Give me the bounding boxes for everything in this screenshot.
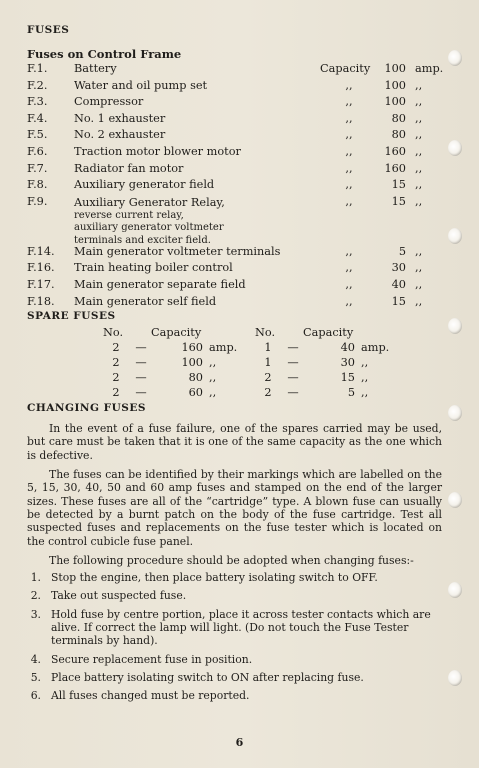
spare-capacity: 80 xyxy=(188,371,203,385)
step-number: 5. xyxy=(30,670,41,684)
ditto-mark: ,, xyxy=(345,261,353,275)
fuse-amperage: 30 xyxy=(391,261,406,275)
spare-capacity-header: Capacity xyxy=(151,326,202,340)
ditto-mark: ,, xyxy=(415,194,423,208)
step-number: 6. xyxy=(30,689,41,703)
fuse-description-sub: reverse current relay, xyxy=(74,209,184,221)
spare-capacity: 15 xyxy=(340,371,355,385)
fuse-code: F.1. xyxy=(27,62,48,75)
spare-quantity: 2 xyxy=(112,341,120,355)
fuse-amperage: 160 xyxy=(384,144,406,158)
paragraph-identification: The fuses can be identified by their markings which are labelled on the 5, 15, 30, 40, 50 and 60 amp fuses and stamped on the end of the larger sizes. These fuses are all of the “cartridge” type. A blown fuse can usually be detected by a burnt patch on the body of the fuse cartridge. Test all suspected fuses and replacements on the fuse tester which is located on the control cubicle fuse panel. xyxy=(27,468,442,548)
fuse-amperage: 15 xyxy=(391,194,406,208)
spare-quantity: 2 xyxy=(112,356,120,370)
fuse-description: Train heating boiler control xyxy=(74,261,233,275)
unit-label: amp. xyxy=(415,62,444,75)
ditto-mark: ,, xyxy=(209,386,217,400)
fuse-amperage: 40 xyxy=(391,277,406,291)
spare-fuses-table xyxy=(27,326,442,402)
fuse-code: F.2. xyxy=(27,78,48,92)
fuse-description-main: Auxiliary Generator Relay, xyxy=(74,195,225,209)
ditto-mark: ,, xyxy=(345,294,353,308)
fuse-table xyxy=(27,61,442,310)
section-title: FUSES xyxy=(27,24,70,36)
ditto-mark: ,, xyxy=(415,261,423,275)
procedure-steps xyxy=(27,571,442,702)
binder-hole xyxy=(448,50,462,66)
fuse-row xyxy=(27,194,442,244)
fuse-row xyxy=(27,144,442,161)
fuse-code: F.9. xyxy=(27,194,48,208)
ditto-mark: ,, xyxy=(345,178,353,192)
ditto-mark: ,, xyxy=(415,161,423,175)
procedure-step xyxy=(27,608,442,648)
fuse-description: No. 1 exhauster xyxy=(74,111,166,125)
binder-hole xyxy=(448,492,462,508)
unit-label: amp. xyxy=(361,341,390,355)
fuse-row xyxy=(27,161,442,178)
fuse-amperage: 100 xyxy=(384,62,406,75)
fuse-row xyxy=(27,294,442,311)
spare-dash: — xyxy=(135,371,147,385)
step-number: 3. xyxy=(30,607,41,621)
fuse-amperage: 80 xyxy=(391,111,406,125)
fuse-row xyxy=(27,111,442,128)
ditto-mark: ,, xyxy=(345,95,353,109)
step-text: Hold fuse by centre portion, place it across tester contacts which are alive. If correct the lamp will light. (Do not touch the Fuse Tester terminals by hand). xyxy=(51,607,431,648)
fuse-description: Main generator self field xyxy=(74,294,217,308)
fuse-code: F.8. xyxy=(27,178,48,192)
fuse-code: F.16. xyxy=(27,261,55,275)
fuse-description: Compressor xyxy=(74,95,144,109)
fuse-amperage: 100 xyxy=(384,95,406,109)
procedure-step xyxy=(27,653,442,666)
fuse-code: F.3. xyxy=(27,95,48,109)
spare-quantity: 2 xyxy=(264,386,272,400)
ditto-mark: ,, xyxy=(415,111,423,125)
ditto-mark: ,, xyxy=(361,386,369,400)
ditto-mark: ,, xyxy=(345,244,353,258)
unit-label: amp. xyxy=(209,341,238,355)
spare-capacity: 100 xyxy=(181,356,203,370)
binder-hole xyxy=(448,228,462,244)
procedure-step xyxy=(27,589,442,602)
spare-quantity: 2 xyxy=(112,371,120,385)
fuse-code: F.5. xyxy=(27,128,48,142)
step-number: 2. xyxy=(30,589,41,603)
page-content xyxy=(27,24,442,707)
fuse-description: Battery xyxy=(74,62,117,75)
binder-hole xyxy=(448,582,462,598)
fuse-description: Main generator separate field xyxy=(74,277,246,291)
binder-hole xyxy=(448,670,462,686)
spare-quantity: 2 xyxy=(112,386,120,400)
spare-no-header: No. xyxy=(255,326,276,340)
ditto-mark: ,, xyxy=(415,144,423,158)
spare-quantity: 1 xyxy=(264,356,272,370)
step-text: Place battery isolating switch to ON after replacing fuse. xyxy=(51,670,364,684)
fuse-amperage: 80 xyxy=(391,128,406,142)
fuse-description: No. 2 exhauster xyxy=(74,128,166,142)
spare-capacity: 60 xyxy=(188,386,203,400)
binder-hole xyxy=(448,318,462,334)
spare-dash: — xyxy=(135,386,147,400)
ditto-mark: ,, xyxy=(345,161,353,175)
fuse-row xyxy=(27,277,442,294)
ditto-mark: ,, xyxy=(415,294,423,308)
fuse-row xyxy=(27,61,442,78)
fuse-code: F.6. xyxy=(27,144,48,158)
spare-capacity: 40 xyxy=(340,341,355,355)
fuse-amperage: 100 xyxy=(384,78,406,92)
spare-capacity-header: Capacity xyxy=(303,326,354,340)
step-number: 4. xyxy=(30,652,41,666)
ditto-mark: ,, xyxy=(345,78,353,92)
fuse-code: F.4. xyxy=(27,111,48,125)
ditto-mark: ,, xyxy=(415,128,423,142)
fuse-code: F.7. xyxy=(27,161,48,175)
ditto-mark: ,, xyxy=(345,277,353,291)
control-frame-heading: Fuses on Control Frame xyxy=(27,47,182,61)
ditto-mark: ,, xyxy=(415,178,423,192)
ditto-mark: ,, xyxy=(415,95,423,109)
ditto-mark: ,, xyxy=(361,371,369,385)
fuse-amperage: 15 xyxy=(391,294,406,308)
ditto-mark: ,, xyxy=(345,111,353,125)
step-text: Take out suspected fuse. xyxy=(51,589,187,603)
ditto-mark: ,, xyxy=(361,356,369,370)
spare-capacity: 160 xyxy=(181,341,203,355)
spare-quantity: 2 xyxy=(264,371,272,385)
fuse-code: F.17. xyxy=(27,277,55,291)
ditto-mark: ,, xyxy=(209,371,217,385)
step-number: 1. xyxy=(30,571,41,585)
ditto-mark: ,, xyxy=(209,356,217,370)
fuse-row xyxy=(27,94,442,111)
fuse-row xyxy=(27,127,442,144)
spare-capacity: 5 xyxy=(347,386,355,400)
ditto-mark: ,, xyxy=(345,144,353,158)
procedure-step xyxy=(27,671,442,684)
spare-dash: — xyxy=(135,341,147,355)
changing-fuses-heading: CHANGING FUSES xyxy=(27,402,146,415)
spare-dash: — xyxy=(287,371,299,385)
fuse-amperage: 15 xyxy=(391,178,406,192)
ditto-mark: ,, xyxy=(415,244,423,258)
step-text: Stop the engine, then place battery isolating switch to OFF. xyxy=(51,571,378,585)
fuse-code: F.14. xyxy=(27,244,55,258)
ditto-mark: ,, xyxy=(345,194,353,208)
fuse-description xyxy=(74,196,225,247)
fuse-amperage: 5 xyxy=(398,244,406,258)
ditto-mark: ,, xyxy=(415,277,423,291)
fuse-description: Main generator voltmeter terminals xyxy=(74,244,281,258)
fuse-description-sub: terminals and exciter field. xyxy=(74,234,211,246)
ditto-mark: ,, xyxy=(345,128,353,142)
fuse-description: Auxiliary generator field xyxy=(74,178,215,192)
spare-dash: — xyxy=(135,356,147,370)
fuse-row xyxy=(27,177,442,194)
spare-capacity: 30 xyxy=(340,356,355,370)
binder-hole xyxy=(448,140,462,156)
spare-dash: — xyxy=(287,386,299,400)
spare-dash: — xyxy=(287,356,299,370)
procedure-step xyxy=(27,571,442,584)
spare-fuses-heading: SPARE FUSES xyxy=(27,310,116,323)
capacity-label: Capacity xyxy=(320,62,371,75)
fuse-row xyxy=(27,78,442,95)
fuse-description: Radiator fan motor xyxy=(74,161,184,175)
procedure-step xyxy=(27,689,442,702)
ditto-mark: ,, xyxy=(415,78,423,92)
paragraph-spares: In the event of a fuse failure, one of the spares carried may be used, but care must be taken that it is one of the same capacity as the one which is defective. xyxy=(27,422,442,462)
step-text: Secure replacement fuse in position. xyxy=(51,652,253,666)
spare-dash: — xyxy=(287,341,299,355)
binder-hole xyxy=(448,405,462,421)
fuse-code: F.18. xyxy=(27,294,55,308)
spare-no-header: No. xyxy=(103,326,124,340)
fuse-description: Water and oil pump set xyxy=(74,78,208,92)
fuse-row xyxy=(27,260,442,277)
fuse-amperage: 160 xyxy=(384,161,406,175)
spare-quantity: 1 xyxy=(264,341,272,355)
fuse-description: Traction motor blower motor xyxy=(74,144,241,158)
fuse-description-sub: auxiliary generator voltmeter xyxy=(74,222,224,234)
fuse-row xyxy=(27,244,442,261)
page-number: 6 xyxy=(235,736,244,749)
step-text: All fuses changed must be reported. xyxy=(51,689,250,703)
paragraph-procedure-intro: The following procedure should be adopted when changing fuses:- xyxy=(49,553,414,567)
